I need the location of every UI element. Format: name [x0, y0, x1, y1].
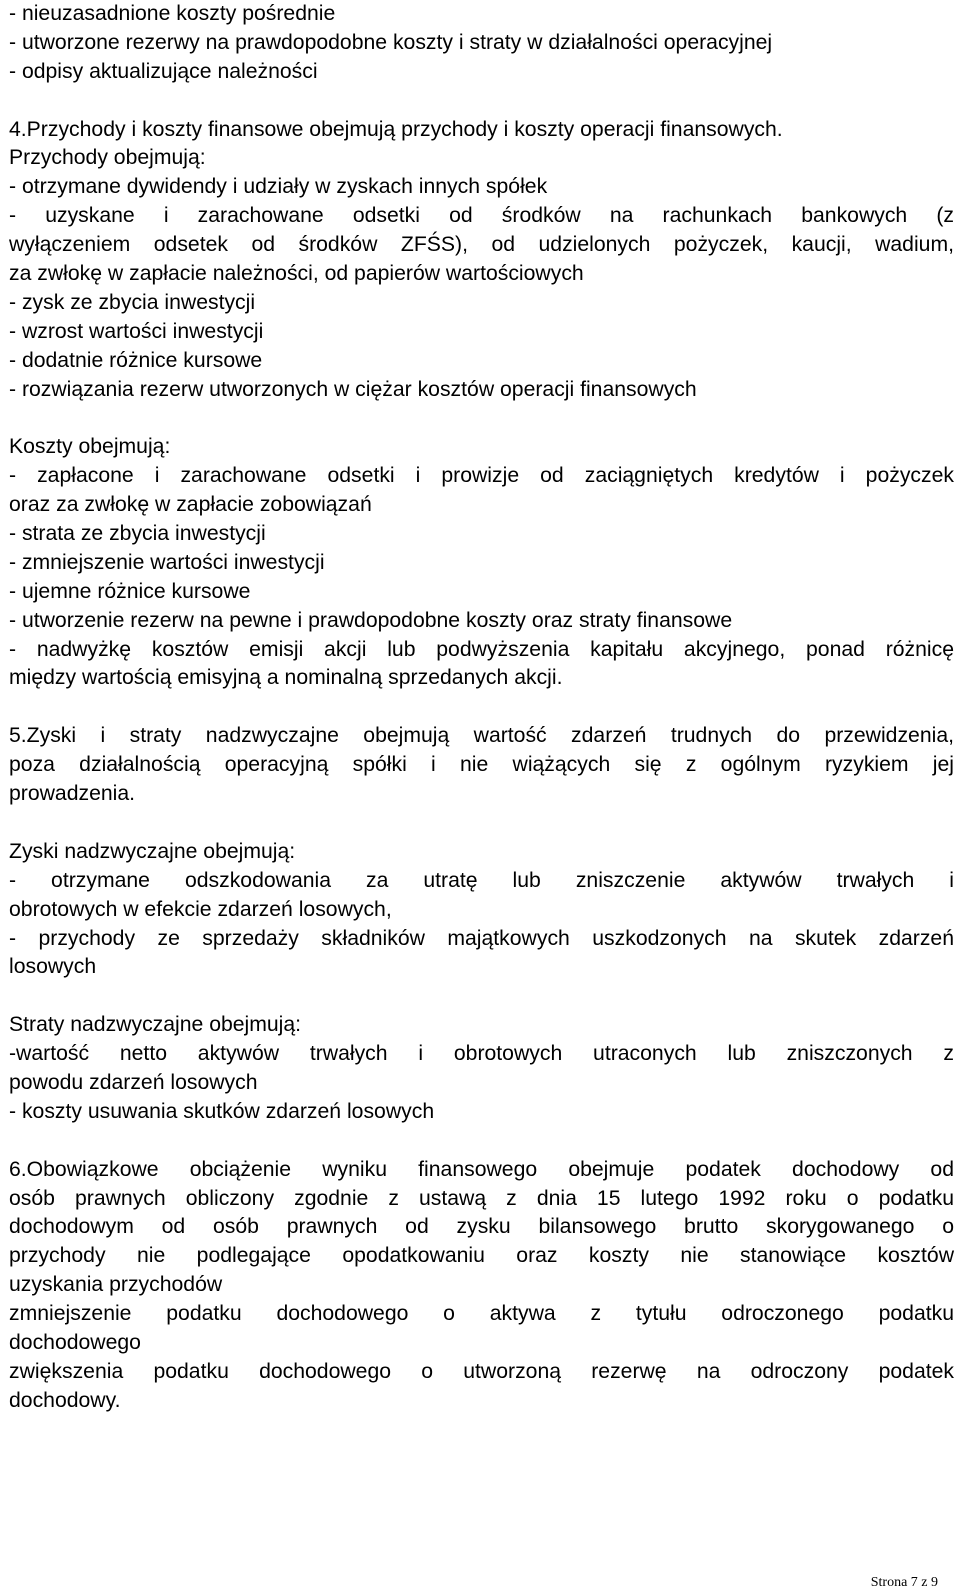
text-line: dochodowego [9, 1330, 141, 1354]
text-line: przychody nie podlegające opodatkowaniu oraz koszty nie stanowiące kosztów [9, 1244, 954, 1268]
text-line: -wartość netto aktywów trwałych i obrotowych utraconych lub zniszczonych z [9, 1042, 954, 1066]
text-line: - dodatnie różnice kursowe [9, 348, 263, 372]
paragraph [9, 1156, 954, 1416]
text-line: 5.Zyski i straty nadzwyczajne obejmują wartość zdarzeń trudnych do przewidzenia, [9, 724, 954, 748]
text-line: obrotowych w efekcie zdarzeń losowych, [9, 897, 392, 921]
text-line: powodu zdarzeń losowych [9, 1070, 258, 1094]
paragraph-spacer [9, 1127, 954, 1156]
text-line: - otrzymane odszkodowania za utratę lub zniszczenie aktywów trwałych i [9, 868, 954, 892]
text-line: - otrzymane dywidendy i udziały w zyskach innych spółek [9, 175, 548, 199]
paragraph-spacer [9, 809, 954, 838]
paragraph [9, 116, 954, 405]
paragraph-spacer [9, 87, 954, 116]
text-line: 4.Przychody i koszty finansowe obejmują przychody i koszty operacji finansowych. [9, 117, 783, 141]
paragraph [9, 433, 954, 693]
text-line: zmniejszenie podatku dochodowego o aktywa z tytułu odroczonego podatku [9, 1302, 954, 1326]
paragraph [9, 1011, 954, 1127]
text-line: - zmniejszenie wartości inwestycji [9, 550, 325, 574]
text-line: dochodowym od osób prawnych od zysku bilansowego brutto skorygowanego o [9, 1215, 954, 1239]
text-line: - zapłacone i zarachowane odsetki i prowizje od zaciągniętych kredytów i pożyczek [9, 464, 954, 488]
document-page [9, 0, 954, 1416]
paragraph-spacer [9, 404, 954, 433]
text-line: - koszty usuwania skutków zdarzeń losowych [9, 1099, 435, 1123]
text-line: dochodowy. [9, 1388, 121, 1412]
paragraph-spacer [9, 982, 954, 1011]
text-line: Koszty obejmują: [9, 435, 171, 459]
text-line: za zwłokę w zapłacie należności, od papierów wartościowych [9, 262, 584, 286]
text-line: Zyski nadzwyczajne obejmują: [9, 839, 296, 863]
text-line: - strata ze zbycia inwestycji [9, 522, 266, 546]
text-line: - rozwiązania rezerw utworzonych w ciężar kosztów operacji finansowych [9, 377, 697, 401]
text-line: - zysk ze zbycia inwestycji [9, 290, 256, 314]
text-line: Straty nadzwyczajne obejmują: [9, 1013, 302, 1037]
page-number: Strona 7 z 9 [870, 1575, 938, 1590]
text-line: osób prawnych obliczony zgodnie z ustawą z dnia 15 lutego 1992 roku o podatku [9, 1186, 954, 1210]
text-line: - nieuzasadnione koszty pośrednie [9, 2, 336, 25]
text-line: - uzyskane i zarachowane odsetki od środków na rachunkach bankowych (z [9, 204, 954, 228]
paragraph-spacer [9, 693, 954, 722]
text-line: uzyskania przychodów [9, 1273, 223, 1297]
text-line: - ujemne różnice kursowe [9, 579, 251, 603]
text-line: - wzrost wartości inwestycji [9, 319, 264, 343]
text-line: prowadzenia. [9, 782, 136, 806]
paragraph [9, 0, 954, 87]
text-line: - nadwyżkę kosztów emisji akcji lub podwyższenia kapitału akcyjnego, ponad różnicę [9, 637, 954, 661]
text-line: wyłączeniem odsetek od środków ZFŚS), od udzielonych pożyczek, kaucji, wadium, [9, 233, 954, 257]
text-line: - odpisy aktualizujące należności [9, 59, 318, 83]
paragraph [9, 722, 954, 809]
text-line: - utworzenie rezerw na pewne i prawdopodobne koszty oraz straty finansowe [9, 608, 733, 632]
text-line: poza działalnością operacyjną spółki i nie wiążących się z ogólnym ryzykiem jej [9, 753, 954, 777]
text-line: - przychody ze sprzedaży składników majątkowych uszkodzonych na skutek zdarzeń [9, 926, 954, 950]
text-line: Przychody obejmują: [9, 146, 206, 170]
text-line: oraz za zwłokę w zapłacie zobowiązań [9, 493, 372, 517]
text-line: zwiększenia podatku dochodowego o utworzoną rezerwę na odroczony podatek [9, 1359, 954, 1383]
text-line: losowych [9, 955, 97, 979]
text-line: 6.Obowiązkowe obciążenie wyniku finansowego obejmuje podatek dochodowy od [9, 1157, 954, 1181]
text-line: - utworzone rezerwy na prawdopodobne koszty i straty w działalności operacyjnej [9, 30, 773, 54]
paragraph [9, 838, 954, 982]
text-line: między wartością emisyjną a nominalną sprzedanych akcji. [9, 666, 563, 690]
